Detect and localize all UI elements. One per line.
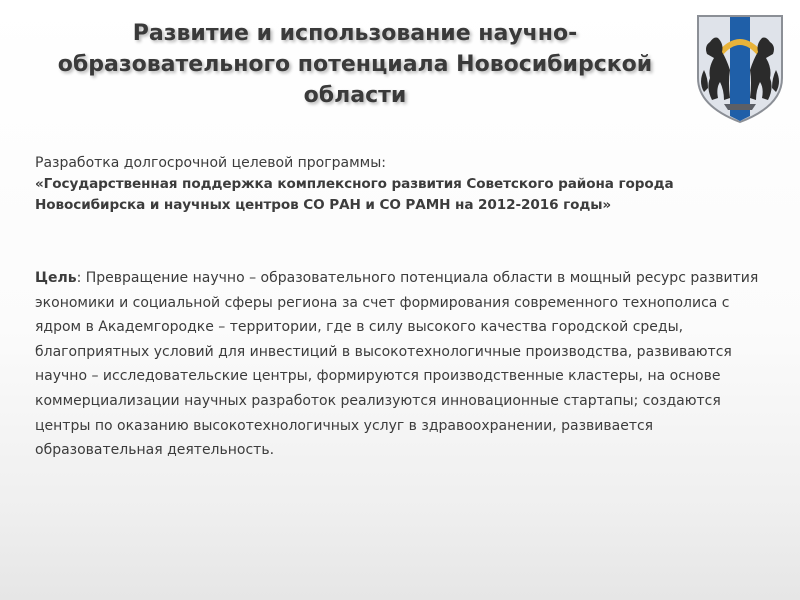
slide-title: Развитие и использование научно-образовательного потенциала Новосибирской области xyxy=(57,21,653,108)
program-name: «Государственная поддержка комплексного развития Советского района города Новосибирска и научных центров СО РАН и СО РАМН на 2012-2016 годы» xyxy=(35,176,674,213)
goal-separator: : xyxy=(76,270,86,286)
program-intro: Разработка долгосрочной целевой программы: xyxy=(35,155,386,171)
coat-of-arms-icon xyxy=(694,12,786,126)
goal-block xyxy=(35,266,765,463)
program-block xyxy=(35,153,775,216)
goal-text: Превращение научно – образовательного потенциала области в мощный ресурс развития экономики и социальной сферы региона за счет формирования современного технополиса с ядром в Академгородке – территории, где в силу высокого качества городской среды, благоприятных условий для инвестиций в высокотехнологичные производства, развиваются научно – исследовательские центры, формируются производственные кластеры, на основе коммерциализации научных разработок реализуются инновационные стартапы; создаются центры по оказанию высокотехнологичных услуг в здравоохранении, развивается образовательная деятельность. xyxy=(35,270,759,459)
goal-label: Цель xyxy=(35,270,77,286)
